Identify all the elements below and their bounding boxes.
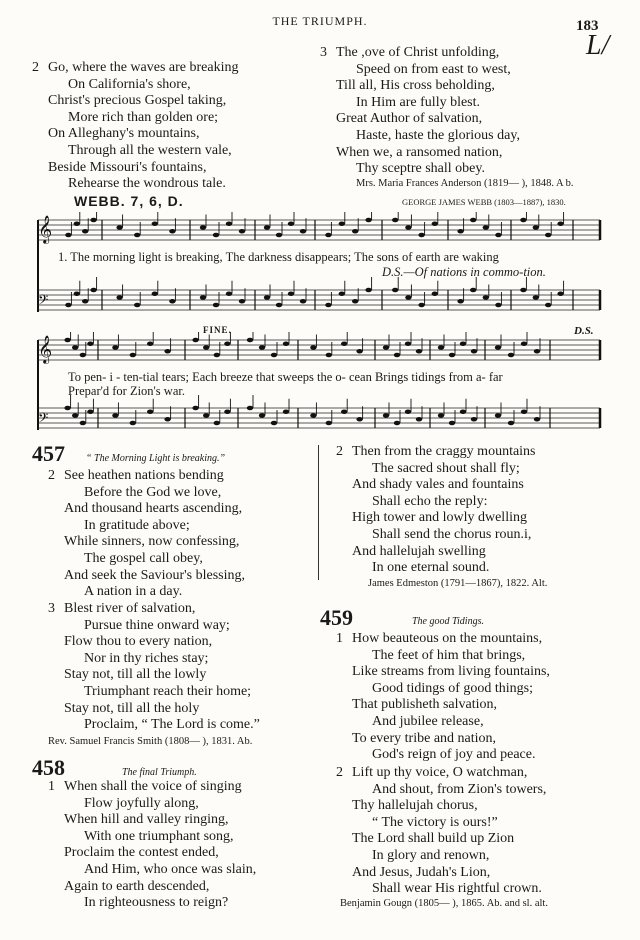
verse-line <box>336 681 550 698</box>
note-head <box>224 409 230 414</box>
verse-line-text: Thy sceptre shall obey. <box>356 161 485 177</box>
note-head <box>416 417 422 422</box>
verse-line <box>336 848 546 865</box>
note-head <box>271 421 277 426</box>
note-head <box>438 345 444 350</box>
verse-line <box>48 651 260 668</box>
verse-line <box>320 111 520 128</box>
note-head <box>545 303 551 308</box>
note-head <box>116 295 122 300</box>
verse-number: 2 <box>32 60 39 75</box>
note-head <box>392 288 398 293</box>
verse-line <box>48 601 260 618</box>
verse-line-text: In Him are fully blest. <box>356 94 481 110</box>
note-head <box>325 233 331 238</box>
verse-line-text: Christ's precious Gospel taking, <box>48 93 227 109</box>
verse-line <box>32 93 238 110</box>
fine-marking: FINE. <box>203 325 232 335</box>
verse-line <box>48 862 256 879</box>
note-head <box>82 229 88 234</box>
verse-line <box>48 684 260 701</box>
note-head <box>147 341 153 346</box>
verse-number: 2 <box>336 444 343 459</box>
note-head <box>169 299 175 304</box>
hymn-top-right-verse <box>320 45 520 178</box>
verse-line-text: See heathen nations bending <box>64 468 224 483</box>
verse-line <box>336 510 536 527</box>
note-head <box>521 341 527 346</box>
verse-line-text: On Alleghany's mountains, <box>48 126 200 142</box>
note-head <box>508 353 514 358</box>
verse-line-text: Blest river of salvation, <box>64 601 196 616</box>
note-head <box>310 345 316 350</box>
hymn-458-number: 458 <box>32 755 65 780</box>
verse-line-text: Beside Missouri's fountains, <box>48 159 207 175</box>
treble-clef-icon: 𝄞 <box>38 215 53 243</box>
note-head <box>483 225 489 230</box>
verse-number: 2 <box>48 468 55 483</box>
note-head <box>288 291 294 296</box>
hymn-459-verse-2 <box>336 765 546 898</box>
verse-line-text: God's reign of joy and peace. <box>372 747 536 763</box>
handwritten-mark: L/ <box>586 30 610 61</box>
note-head <box>203 413 209 418</box>
note-head <box>74 291 80 296</box>
verse-line-text: Good tidings of good things; <box>372 680 534 696</box>
note-head <box>200 225 206 230</box>
note-head <box>90 218 96 223</box>
note-head <box>82 299 88 304</box>
note-head <box>326 421 332 426</box>
note-head <box>259 413 265 418</box>
note-head <box>470 288 476 293</box>
verse-line <box>336 765 546 782</box>
note-head <box>394 421 400 426</box>
note-head <box>310 413 316 418</box>
note-head <box>130 421 136 426</box>
note-head <box>405 295 411 300</box>
note-head <box>416 349 422 354</box>
verse-line <box>336 461 536 478</box>
verse-line-text: The gospel call obey, <box>84 550 203 566</box>
verse-line-text: On California's shore, <box>68 76 191 92</box>
verse-line-text: In glory and renown, <box>372 847 490 863</box>
verse-line-text: Triumphant reach their home; <box>84 683 252 699</box>
verse-line <box>336 831 546 848</box>
verse-line-text: More rich than golden ore; <box>68 109 219 125</box>
hymn-458-verse-2 <box>336 444 536 577</box>
note-head <box>192 406 198 411</box>
note-head <box>87 409 93 414</box>
verse-line <box>32 60 238 77</box>
verse-line <box>48 485 245 502</box>
verse-line <box>32 176 238 193</box>
verse-line <box>48 845 256 862</box>
verse-line <box>32 126 238 143</box>
note-head <box>283 409 289 414</box>
verse-line <box>336 714 550 731</box>
verse-line-text: Proclaim, “ The Lord is come.” <box>84 717 260 733</box>
note-head <box>164 349 170 354</box>
note-head <box>90 288 96 293</box>
verse-line-text: How beauteous on the mountains, <box>352 631 543 646</box>
hymn-458-attribution: James Edmeston (1791—1867), 1822. Alt. <box>368 578 548 589</box>
verse-line-text: Before the God we love, <box>84 484 222 500</box>
verse-line <box>320 78 520 95</box>
hymn-457-verse-2 <box>48 468 245 601</box>
note-head <box>457 299 463 304</box>
verse-line-text: That publisheth salvation, <box>352 697 498 713</box>
verse-line-text: A nation in a day. <box>84 584 183 600</box>
verse-line-text: Flow thou to every nation, <box>64 634 213 650</box>
verse-line <box>48 501 245 518</box>
note-head <box>224 341 230 346</box>
verse-line <box>48 701 260 718</box>
note-head <box>112 413 118 418</box>
verse-line-text: The feet of him that brings, <box>372 647 526 663</box>
verse-line <box>336 648 550 665</box>
verse-line-text: Speed on from east to west, <box>356 61 511 77</box>
note-head <box>283 341 289 346</box>
ds-marking: D.S. <box>574 325 594 337</box>
hymn-458-title: The final Triumph. <box>122 767 197 778</box>
note-head <box>72 345 78 350</box>
verse-line <box>320 62 520 79</box>
verse-number: 1 <box>336 631 343 646</box>
note-head <box>365 288 371 293</box>
verse-line <box>48 812 256 829</box>
verse-line <box>336 747 550 764</box>
verse-line-text: Flow joyfully along, <box>84 795 199 811</box>
verse-line <box>336 494 536 511</box>
verse-line-text: To every tribe and nation, <box>352 730 497 746</box>
note-head <box>259 345 265 350</box>
note-head <box>239 229 245 234</box>
verse-line-text: Shall send the chorus roun.i, <box>372 526 532 542</box>
note-head <box>392 218 398 223</box>
verse-line-text: The sacred shout shall fly; <box>372 460 520 476</box>
verse-line <box>336 664 550 681</box>
note-head <box>471 349 477 354</box>
note-head <box>521 409 527 414</box>
verse-line-text: The ,ove of Christ unfolding, <box>336 45 500 60</box>
hymn-459-attribution: Benjamin Gougn (1805— ), 1865. Ab. and sl. alt. <box>340 898 548 909</box>
verse-line <box>48 468 245 485</box>
verse-line <box>336 815 546 832</box>
hymn-457-number: 457 <box>32 441 65 466</box>
hymn-459-number: 459 <box>320 605 353 630</box>
note-head <box>533 295 539 300</box>
verse-line <box>48 551 245 568</box>
hymn-459-title: The good Tidings. <box>412 616 484 627</box>
note-head <box>383 345 389 350</box>
note-head <box>495 413 501 418</box>
verse-line-text: And shady vales and fountains <box>352 477 524 493</box>
note-head <box>457 229 463 234</box>
verse-line-text: Haste, haste the glorious day, <box>356 127 520 143</box>
note-head <box>432 291 438 296</box>
note-head <box>470 218 476 223</box>
bass-clef-icon: 𝄢 <box>38 292 49 311</box>
tune-name: WEBB. 7, 6, D. <box>74 193 184 209</box>
verse-line <box>48 518 245 535</box>
verse-line-text: Pursue thine onward way; <box>84 617 230 633</box>
note-head <box>495 233 501 238</box>
verse-line <box>336 697 550 714</box>
note-head <box>339 221 345 226</box>
note-head <box>405 225 411 230</box>
note-head <box>356 417 362 422</box>
note-head <box>213 303 219 308</box>
note-head <box>164 417 170 422</box>
verse-line <box>336 881 546 898</box>
note-head <box>533 225 539 230</box>
note-head <box>239 299 245 304</box>
verse-line <box>48 618 260 635</box>
lyrics-system1-line1: 1. The morning light is breaking, The darkness disappears; The sons of earth are waking <box>58 250 499 264</box>
verse-line <box>320 128 520 145</box>
verse-line-text: In gratitude above; <box>84 517 190 533</box>
note-head <box>394 353 400 358</box>
verse-number: 3 <box>320 45 327 60</box>
note-head <box>264 225 270 230</box>
verse-line-text: Lift up thy voice, O watchman, <box>352 765 528 780</box>
note-head <box>112 345 118 350</box>
note-head <box>80 353 86 358</box>
note-head <box>152 291 158 296</box>
note-head <box>534 417 540 422</box>
note-head <box>65 233 71 238</box>
verse-line <box>336 444 536 461</box>
page-number: 183 <box>576 18 599 34</box>
verse-line-text: When shall the voice of singing <box>64 779 242 794</box>
verse-line <box>320 95 520 112</box>
verse-line <box>48 534 245 551</box>
verse-line <box>320 145 520 162</box>
note-head <box>341 341 347 346</box>
hymn-458-verse-1 <box>48 779 256 912</box>
note-head <box>276 233 282 238</box>
verse-line <box>336 527 536 544</box>
verse-line-text: Nor in thy riches stay; <box>84 650 209 666</box>
verse-line-text: Thy hallelujah chorus, <box>352 798 478 814</box>
verse-line <box>48 667 260 684</box>
verse-line-text: And Him, who once was slain, <box>84 861 257 877</box>
note-head <box>300 229 306 234</box>
note-head <box>134 233 140 238</box>
verse-line <box>48 895 256 912</box>
lyrics-system2-line2: Prepar'd for Zion's war. <box>68 384 185 398</box>
note-head <box>418 233 424 238</box>
note-head <box>460 409 466 414</box>
running-title: THE TRIUMPH. <box>272 14 368 28</box>
verse-line <box>32 110 238 127</box>
verse-line-text: And jubilee release, <box>372 713 484 729</box>
note-head <box>352 299 358 304</box>
note-head <box>64 406 70 411</box>
note-head <box>471 417 477 422</box>
verse-line-text: Stay not, till all the holy <box>64 700 200 716</box>
note-head <box>247 406 253 411</box>
verse-line <box>336 544 536 561</box>
tune-composer: GEORGE JAMES WEBB (1803—1887), 1830. <box>402 197 566 207</box>
lyrics-system1-line2: D.S.—Of nations in commo-tion. <box>382 265 546 279</box>
hymn-459-verse-1 <box>336 631 550 764</box>
note-head <box>418 303 424 308</box>
note-head <box>288 221 294 226</box>
note-head <box>192 338 198 343</box>
treble-clef-icon: 𝄞 <box>38 335 53 363</box>
verse-line <box>320 161 520 178</box>
note-head <box>495 345 501 350</box>
hymn-top-attribution: Mrs. Maria Frances Anderson (1819— ), 1848. A b. <box>356 178 574 189</box>
note-head <box>325 303 331 308</box>
verse-line-text: While sinners, now confessing, <box>64 534 240 550</box>
lyrics-system2-line1: To pen- i - ten-tial tears; Each breeze that sweeps the o- cean Brings tidings from a- far <box>68 370 503 384</box>
verse-line <box>48 584 245 601</box>
note-head <box>449 353 455 358</box>
verse-line-text: In one eternal sound. <box>372 560 490 576</box>
hymn-457-verse-3 <box>48 601 260 734</box>
verse-line-text: And thousand hearts ascending, <box>64 501 243 517</box>
note-head <box>460 341 466 346</box>
note-head <box>271 353 277 358</box>
bass-clef-icon: 𝄢 <box>38 410 49 429</box>
note-head <box>432 221 438 226</box>
verse-number: 1 <box>48 779 55 794</box>
note-head <box>520 218 526 223</box>
note-head <box>300 299 306 304</box>
verse-line <box>336 560 536 577</box>
verse-line <box>48 568 245 585</box>
verse-line-text: “ The victory is ours!” <box>372 814 498 830</box>
column-divider <box>318 445 319 580</box>
note-head <box>200 295 206 300</box>
verse-line <box>336 477 536 494</box>
note-head <box>130 353 136 358</box>
note-head <box>247 338 253 343</box>
note-head <box>483 295 489 300</box>
note-head <box>214 421 220 426</box>
note-head <box>64 338 70 343</box>
note-head <box>495 303 501 308</box>
verse-line <box>48 796 256 813</box>
verse-line-text: And hallelujah swelling <box>352 543 486 559</box>
verse-line <box>336 798 546 815</box>
verse-line <box>32 77 238 94</box>
verse-line-text: When we, a ransomed nation, <box>336 144 503 160</box>
verse-line-text: With one triumphant song, <box>84 828 234 844</box>
verse-line-text: And seek the Saviour's blessing, <box>64 567 246 583</box>
note-head <box>545 233 551 238</box>
note-head <box>80 421 86 426</box>
verse-line <box>48 829 256 846</box>
note-head <box>405 341 411 346</box>
note-head <box>356 349 362 354</box>
verse-line <box>32 160 238 177</box>
verse-line-text: When hill and valley ringing, <box>64 812 229 828</box>
note-head <box>276 303 282 308</box>
note-head <box>87 341 93 346</box>
note-head <box>152 221 158 226</box>
note-head <box>520 288 526 293</box>
verse-number: 3 <box>48 601 55 616</box>
note-head <box>449 421 455 426</box>
note-head <box>341 409 347 414</box>
note-head <box>226 291 232 296</box>
verse-line-text: Then from the craggy mountains <box>352 444 536 459</box>
note-head <box>326 353 332 358</box>
note-head <box>147 409 153 414</box>
note-head <box>508 421 514 426</box>
verse-line-text: Stay not, till all the lowly <box>64 667 207 683</box>
note-head <box>438 413 444 418</box>
note-head <box>383 413 389 418</box>
verse-line <box>48 779 256 796</box>
verse-line-text: Till all, His cross beholding, <box>336 78 495 94</box>
note-head <box>74 221 80 226</box>
verse-line <box>336 782 546 799</box>
verse-line-text: Rehearse the wondrous tale. <box>68 176 226 192</box>
verse-line-text: Shall echo the reply: <box>372 493 488 509</box>
verse-line <box>336 865 546 882</box>
verse-line-text: Like streams from living fountains, <box>352 664 550 680</box>
note-head <box>213 233 219 238</box>
verse-line <box>48 879 256 896</box>
note-head <box>405 409 411 414</box>
verse-line <box>320 45 520 62</box>
note-head <box>339 291 345 296</box>
note-head <box>352 229 358 234</box>
note-head <box>264 295 270 300</box>
verse-line-text: The Lord shall build up Zion <box>352 831 515 847</box>
note-head <box>116 225 122 230</box>
note-head <box>203 345 209 350</box>
note-head <box>534 349 540 354</box>
verse-line-text: Proclaim the contest ended, <box>64 845 219 861</box>
verse-line-text: Great Author of salvation, <box>336 111 483 127</box>
verse-line <box>32 143 238 160</box>
note-head <box>557 291 563 296</box>
verse-line-text: Again to earth descended, <box>64 878 210 894</box>
verse-number: 2 <box>336 765 343 780</box>
verse-line-text: Through all the western vale, <box>68 142 232 158</box>
verse-line-text: In righteousness to reign? <box>84 895 229 911</box>
verse-line-text: And shout, from Zion's towers, <box>372 781 547 797</box>
note-head <box>169 229 175 234</box>
note-head <box>134 303 140 308</box>
note-head <box>557 221 563 226</box>
hymn-457-attribution: Rev. Samuel Francis Smith (1808— ), 1831. Ab. <box>48 736 253 747</box>
note-head <box>72 413 78 418</box>
note-head <box>214 353 220 358</box>
hymn-top-left-verse <box>32 60 238 193</box>
note-head <box>365 218 371 223</box>
verse-line <box>48 634 260 651</box>
note-head <box>65 303 71 308</box>
verse-line <box>336 731 550 748</box>
verse-line-text: Go, where the waves are breaking <box>48 60 239 75</box>
note-head <box>226 221 232 226</box>
verse-line-text: And Jesus, Judah's Lion, <box>352 864 491 880</box>
hymn-457-title: “ The Morning Light is breaking.” <box>86 453 226 464</box>
verse-line <box>48 717 260 734</box>
verse-line-text: Shall wear His rightful crown. <box>372 881 542 897</box>
verse-line-text: High tower and lowly dwelling <box>352 510 527 526</box>
verse-line <box>336 631 550 648</box>
